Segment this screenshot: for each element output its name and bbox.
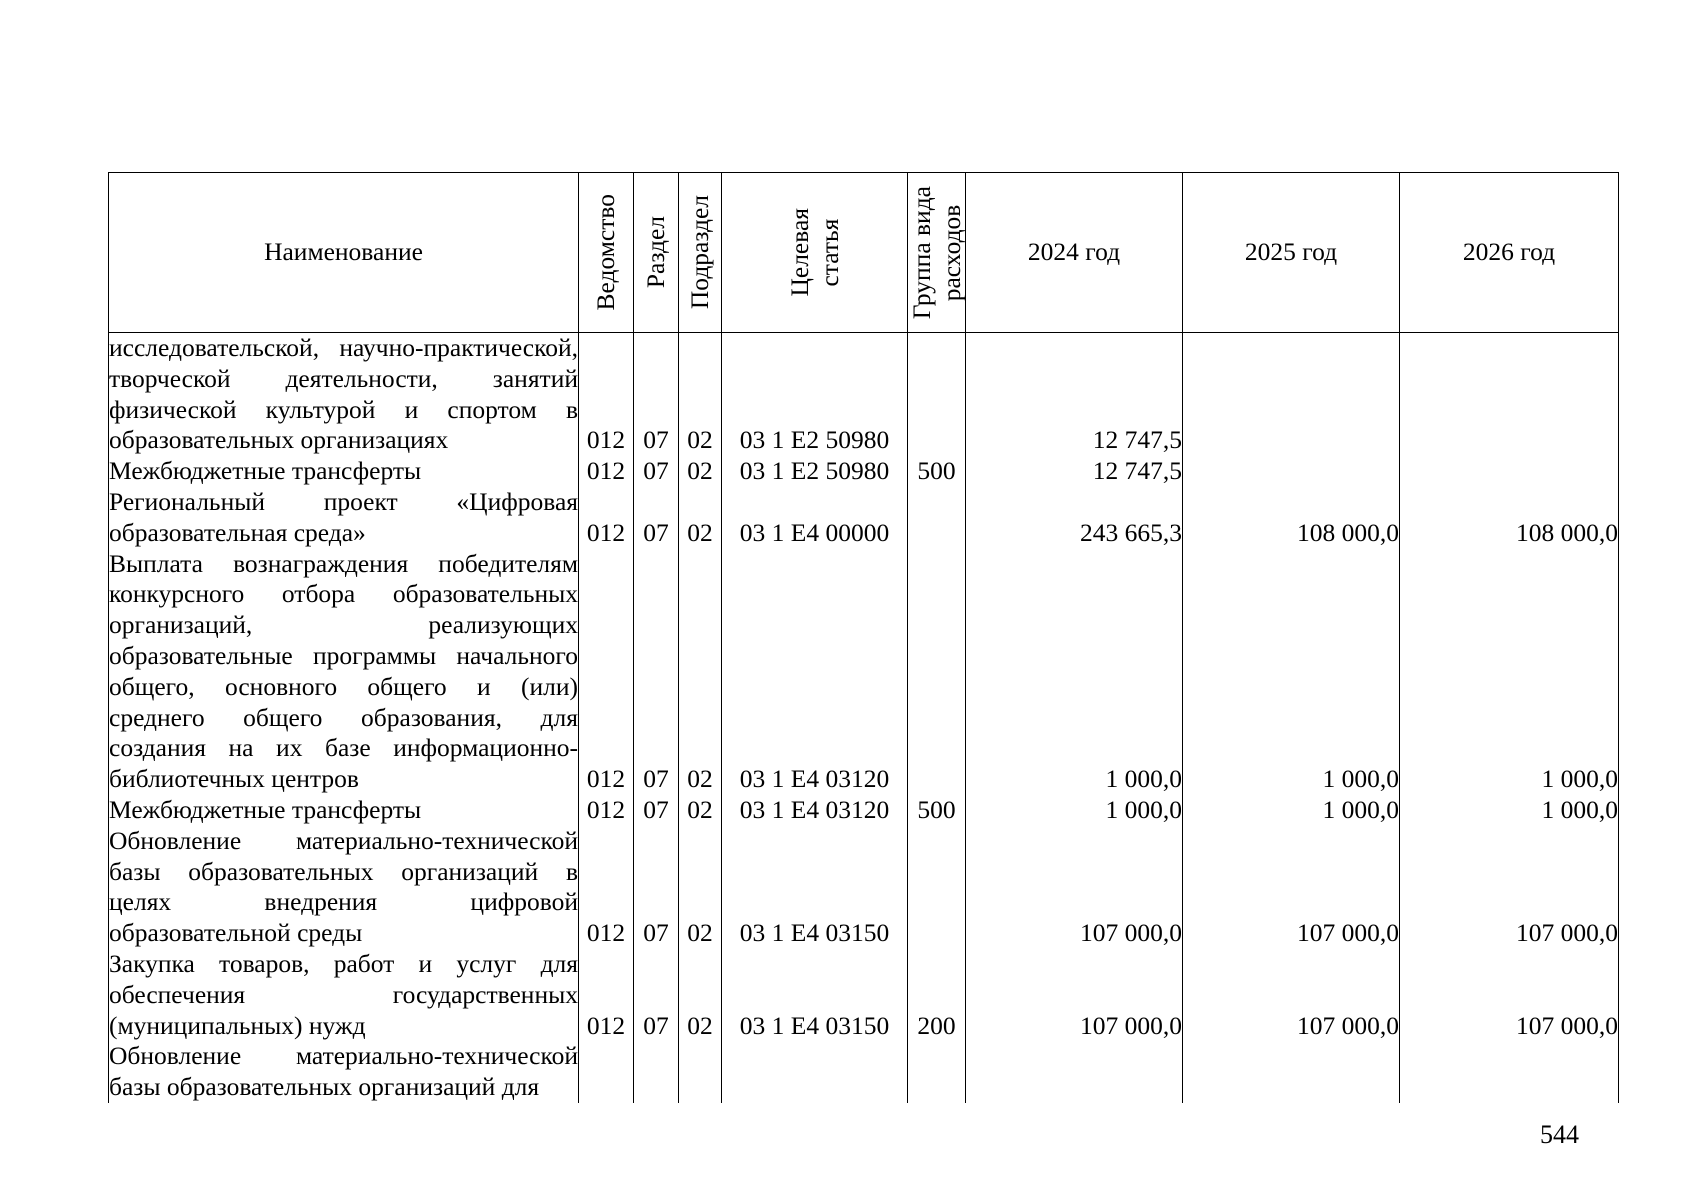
row-vedomstvo: 012 <box>579 456 634 487</box>
row-name: Межбюджетные трансферты <box>109 795 579 826</box>
row-razdel: 07 <box>634 487 679 549</box>
row-name: Региональный проект «Цифровая образовательная среда» <box>109 486 578 547</box>
row-podrazdel: 02 <box>679 795 722 826</box>
row-group <box>908 549 966 795</box>
row-vedomstvo <box>579 1041 634 1103</box>
row-vedomstvo: 012 <box>579 826 634 949</box>
row-podrazdel: 02 <box>679 333 722 457</box>
header-podrazdel <box>679 173 722 333</box>
row-podrazdel <box>679 1041 722 1103</box>
row-name: Закупка товаров, работ и услуг для обеспечения государственных (муниципальных) нужд <box>109 948 578 1040</box>
table-row <box>109 949 1619 1041</box>
header-razdel-label: Раздел <box>641 216 670 289</box>
row-target: 03 1 E2 50980 <box>722 333 908 457</box>
row-2024: 1 000,0 <box>966 549 1183 795</box>
row-name: Обновление материально-технической базы образовательных организаций для <box>109 1041 578 1102</box>
row-2025: 107 000,0 <box>1183 826 1400 949</box>
table-row <box>109 456 1619 487</box>
row-target: 03 1 E4 03150 <box>722 826 908 949</box>
row-2026: 108 000,0 <box>1400 487 1619 549</box>
row-2026 <box>1400 333 1619 457</box>
row-2025 <box>1183 456 1400 487</box>
row-target <box>722 1041 908 1103</box>
row-target: 03 1 E4 03120 <box>722 795 908 826</box>
header-2024: 2024 год <box>966 173 1183 333</box>
row-target: 03 1 E4 03150 <box>722 949 908 1041</box>
header-vedomstvo-label: Ведомство <box>591 194 620 311</box>
row-group: 500 <box>908 795 966 826</box>
header-group <box>908 173 966 333</box>
header-vedomstvo <box>579 173 634 333</box>
row-2024: 107 000,0 <box>966 949 1183 1041</box>
row-group <box>908 826 966 949</box>
row-target: 03 1 E4 03120 <box>722 549 908 795</box>
row-2024: 107 000,0 <box>966 826 1183 949</box>
row-name: Межбюджетные трансферты <box>109 456 579 487</box>
row-razdel: 07 <box>634 949 679 1041</box>
row-podrazdel: 02 <box>679 549 722 795</box>
budget-table <box>108 172 1619 1103</box>
header-name: Наименование <box>109 173 579 333</box>
row-2025: 1 000,0 <box>1183 795 1400 826</box>
header-2026: 2026 год <box>1400 173 1619 333</box>
row-razdel: 07 <box>634 795 679 826</box>
header-target <box>722 173 908 333</box>
table-row <box>109 487 1619 549</box>
row-group: 500 <box>908 456 966 487</box>
row-razdel: 07 <box>634 456 679 487</box>
table-row <box>109 549 1619 795</box>
row-razdel: 07 <box>634 826 679 949</box>
row-2026 <box>1400 456 1619 487</box>
row-vedomstvo: 012 <box>579 487 634 549</box>
header-podrazdel-label: Подраздел <box>685 195 714 310</box>
row-podrazdel: 02 <box>679 456 722 487</box>
header-group-label: Группа вида расходов <box>906 185 966 320</box>
row-name: Выплата вознаграждения победителям конкурсного отбора образовательных организаций, реализующих образовательные программы начального общего, основного общего и (или) среднего общего образования, для создания на их базе информационно-библиотечных центров <box>109 548 578 794</box>
row-podrazdel: 02 <box>679 949 722 1041</box>
row-2024: 12 747,5 <box>966 333 1183 457</box>
row-group <box>908 1041 966 1103</box>
row-2024: 12 747,5 <box>966 456 1183 487</box>
row-name: Обновление материально-технической базы образовательных организаций в целях внедрения цифровой образовательной среды <box>109 825 578 948</box>
table-row <box>109 1041 1619 1103</box>
table-row <box>109 333 1619 457</box>
row-2025 <box>1183 333 1400 457</box>
row-name: исследовательской, научно-практической, творческой деятельности, занятий физической культурой и спортом в образовательных организациях <box>109 333 578 455</box>
row-vedomstvo: 012 <box>579 949 634 1041</box>
header-razdel <box>634 173 679 333</box>
row-razdel <box>634 1041 679 1103</box>
row-podrazdel: 02 <box>679 487 722 549</box>
row-vedomstvo: 012 <box>579 795 634 826</box>
row-2025: 1 000,0 <box>1183 549 1400 795</box>
header-target-label: Целевая статья <box>784 208 844 297</box>
row-vedomstvo: 012 <box>579 333 634 457</box>
header-2025: 2025 год <box>1183 173 1400 333</box>
row-target: 03 1 E2 50980 <box>722 456 908 487</box>
row-2026: 1 000,0 <box>1400 795 1619 826</box>
row-2026: 1 000,0 <box>1400 549 1619 795</box>
page-number: 544 <box>1540 1120 1579 1149</box>
row-group <box>908 333 966 457</box>
row-2025 <box>1183 1041 1400 1103</box>
table-row <box>109 826 1619 949</box>
row-2026 <box>1400 1041 1619 1103</box>
table-row <box>109 795 1619 826</box>
row-2024 <box>966 1041 1183 1103</box>
row-razdel: 07 <box>634 333 679 457</box>
row-2024: 1 000,0 <box>966 795 1183 826</box>
row-target: 03 1 E4 00000 <box>722 487 908 549</box>
row-2026: 107 000,0 <box>1400 949 1619 1041</box>
table-header <box>109 173 1619 333</box>
row-vedomstvo: 012 <box>579 549 634 795</box>
table-body <box>109 333 1619 1103</box>
row-2025: 107 000,0 <box>1183 949 1400 1041</box>
row-group <box>908 487 966 549</box>
row-razdel: 07 <box>634 549 679 795</box>
row-2025: 108 000,0 <box>1183 487 1400 549</box>
row-2026: 107 000,0 <box>1400 826 1619 949</box>
row-group: 200 <box>908 949 966 1041</box>
row-2024: 243 665,3 <box>966 487 1183 549</box>
row-podrazdel: 02 <box>679 826 722 949</box>
